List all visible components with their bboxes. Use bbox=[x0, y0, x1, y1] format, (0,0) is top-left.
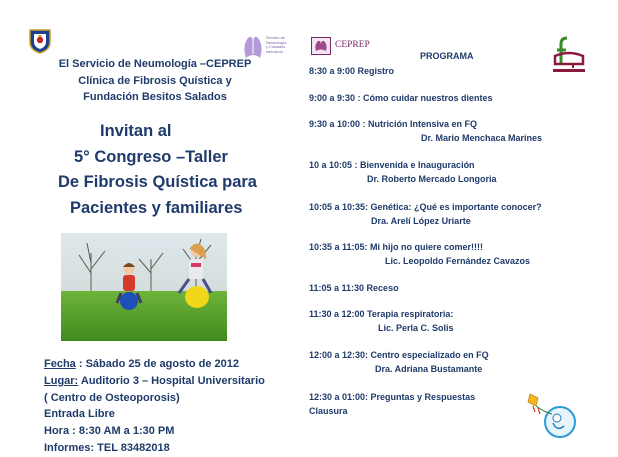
schedule-item: 9:00 a 9:30 : Cómo cuidar nuestros dientes bbox=[309, 93, 493, 103]
org-line: Clínica de Fibrosis Quística y bbox=[78, 74, 232, 87]
place-value: Auditorio 3 – Hospital Universitario bbox=[78, 374, 265, 387]
invite-line: 5° Congreso –Taller bbox=[74, 147, 228, 166]
children-photo bbox=[61, 233, 227, 341]
place-extra: ( Centro de Osteoporosis) bbox=[44, 391, 180, 404]
date-value: : Sábado 25 de agosto de 2012 bbox=[75, 358, 240, 370]
invitation-heading bbox=[60, 119, 290, 221]
schedule-item: 11:30 a 12:00 Terapia respiratoria: Lic. Perla C. Solis bbox=[309, 309, 454, 333]
schedule-item: 12:00 a 12:30: Centro especializado en FQ Dra. Adriana Bustamante bbox=[309, 350, 489, 374]
schedule-item: 10 a 10:05 : Bienvenida e Inauguración Dr. Roberto Mercado Longoria bbox=[309, 160, 497, 184]
entry-free: Entrada Libre bbox=[44, 408, 115, 421]
schedule-item: 10:05 a 10:35: Genética: ¿Qué es importante conocer? Dra. Arelí López Uriarte bbox=[309, 202, 542, 226]
org-line: El Servicio de Neumología –CEPREP bbox=[58, 58, 252, 70]
place-line bbox=[44, 373, 304, 390]
organizers-block bbox=[40, 56, 270, 106]
schedule-item: 10:35 a 11:05: Mi hijo no quiere comer!!!! Lic. Leopoldo Fernández Cavazos bbox=[309, 242, 531, 266]
event-info bbox=[44, 356, 304, 457]
date-label: Fecha bbox=[44, 358, 76, 370]
date-line bbox=[44, 356, 304, 373]
ceprep-logo bbox=[311, 37, 381, 55]
place-label: Lugar: bbox=[44, 374, 79, 387]
neumologia-logo bbox=[240, 32, 310, 62]
programa-title: PROGRAMA bbox=[420, 51, 474, 61]
kite-logo bbox=[526, 392, 578, 440]
neumologia-logo-text: Servicio de Neumología y Cuidados Intensivos bbox=[266, 36, 287, 54]
org-line: Fundación Besitos Salados bbox=[83, 91, 227, 103]
invite-line: Invitan al bbox=[100, 122, 172, 140]
schedule-item: 8:30 a 9:00 Registro bbox=[309, 66, 395, 76]
contact-line: Informes: TEL 83482018 bbox=[44, 441, 170, 454]
university-shield-logo bbox=[28, 28, 52, 54]
schedule-item: 11:05 a 11:30 Receso bbox=[309, 283, 399, 293]
fq-logo bbox=[551, 34, 587, 74]
invite-line: De Fibrosis Quística para bbox=[58, 173, 257, 191]
time-line: Hora : 8:30 AM a 1:30 PM bbox=[44, 425, 175, 438]
invite-line: Pacientes y familiares bbox=[70, 198, 243, 217]
schedule-item: 9:30 a 10:00 : Nutrición Intensiva en FQ Dr. Mario Menchaca Marines bbox=[309, 119, 543, 143]
schedule-item: 12:30 a 01:00: Preguntas y Respuestas Clausura bbox=[309, 392, 476, 416]
ceprep-logo-text: CEPREP bbox=[335, 40, 370, 50]
